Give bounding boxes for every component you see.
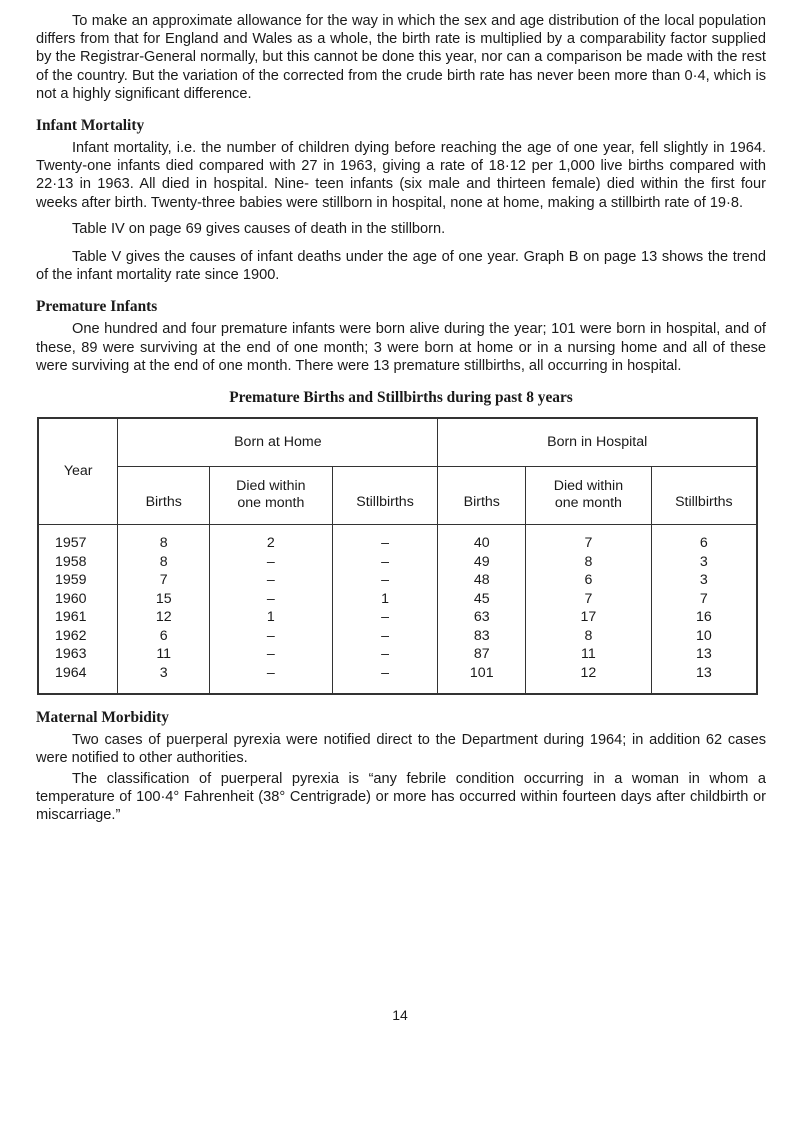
hospital-died-cell: 7 xyxy=(526,524,652,553)
hospital-births-cell: 48 xyxy=(438,572,526,591)
hospital-died-cell: 7 xyxy=(526,590,652,609)
page-content xyxy=(36,12,766,825)
home-died-cell: 1 xyxy=(210,609,333,628)
table-row xyxy=(38,553,757,572)
table-row xyxy=(38,572,757,591)
premature-births-table xyxy=(37,417,758,695)
home-died-cell: – xyxy=(210,590,333,609)
year-cell: 1957 xyxy=(38,524,118,553)
table-row xyxy=(38,664,757,694)
hospital-stillbirths-cell: 3 xyxy=(651,553,757,572)
hospital-stillbirths-header: Stillbirths xyxy=(651,466,757,524)
home-births-cell: 11 xyxy=(118,646,210,665)
hospital-died-cell: 11 xyxy=(526,646,652,665)
maternal-morbidity-para-2: The classification of puerperal pyrexia is “any febrile condition occurring in a woman in whom a temperature of 100·4° Fahrenheit (38° Centrigrade) or more has occurred within fourteen days after childbirth or miscarriage.” xyxy=(36,770,766,824)
hospital-stillbirths-cell: 16 xyxy=(651,609,757,628)
home-died-cell: – xyxy=(210,627,333,646)
year-cell: 1963 xyxy=(38,646,118,665)
hospital-stillbirths-cell: 10 xyxy=(651,627,757,646)
table-row xyxy=(38,524,757,553)
home-died-cell: – xyxy=(210,664,333,694)
home-stillbirths-cell: – xyxy=(332,553,438,572)
hospital-died-cell: 8 xyxy=(526,553,652,572)
year-cell: 1958 xyxy=(38,553,118,572)
infant-mortality-para-3: Table V gives the causes of infant deaths under the age of one year. Graph B on page 13 shows the trend of the infant mortality rate since 1900. xyxy=(36,249,766,284)
home-births-cell: 3 xyxy=(118,664,210,694)
year-header: Year xyxy=(38,418,118,524)
table-row xyxy=(38,590,757,609)
hospital-stillbirths-cell: 13 xyxy=(651,646,757,665)
infant-mortality-para-2: Table IV on page 69 gives causes of death in the stillborn. xyxy=(72,220,446,237)
home-births-cell: 8 xyxy=(118,553,210,572)
home-births-cell: 8 xyxy=(118,524,210,553)
hospital-births-cell: 63 xyxy=(438,609,526,628)
hospital-stillbirths-cell: 13 xyxy=(651,664,757,694)
home-stillbirths-header: Stillbirths xyxy=(332,466,438,524)
table-row xyxy=(38,609,757,628)
premature-infants-para-1: One hundred and four premature infants were born alive during the year; 101 were born in hospital, and of these, 89 were surviving at the end of one month; 3 were born at home or in a nursing home and all of these were surviving at the end of one month. There were 13 premature stillbirths, all occurring in hospital. xyxy=(36,321,766,374)
home-births-header: Births xyxy=(118,466,210,524)
premature-infants-heading: Premature Infants xyxy=(36,298,158,316)
hospital-stillbirths-cell: 3 xyxy=(651,572,757,591)
home-stillbirths-cell: – xyxy=(332,524,438,553)
born-in-hospital-header: Born in Hospital xyxy=(438,418,757,466)
year-cell: 1961 xyxy=(38,609,118,628)
hospital-died-cell: 6 xyxy=(526,572,652,591)
home-stillbirths-cell: – xyxy=(332,646,438,665)
table-row xyxy=(38,646,757,665)
home-died-cell: – xyxy=(210,646,333,665)
hospital-died-cell: 17 xyxy=(526,609,652,628)
maternal-morbidity-para-1: Two cases of puerperal pyrexia were notified direct to the Department during 1964; in addition 62 cases were notified to other authorities. xyxy=(36,731,766,766)
home-births-cell: 12 xyxy=(118,609,210,628)
hospital-births-cell: 87 xyxy=(438,646,526,665)
hospital-births-cell: 45 xyxy=(438,590,526,609)
table-title: Premature Births and Stillbirths during past 8 years xyxy=(229,389,573,407)
home-died-cell: 2 xyxy=(210,524,333,553)
hospital-births-cell: 101 xyxy=(438,664,526,694)
table-row xyxy=(38,627,757,646)
hospital-stillbirths-cell: 7 xyxy=(651,590,757,609)
hospital-died-cell: 8 xyxy=(526,627,652,646)
year-cell: 1960 xyxy=(38,590,118,609)
home-stillbirths-cell: – xyxy=(332,572,438,591)
home-births-cell: 15 xyxy=(118,590,210,609)
year-cell: 1959 xyxy=(38,572,118,591)
maternal-morbidity-heading: Maternal Morbidity xyxy=(36,708,169,726)
hospital-births-header: Births xyxy=(438,466,526,524)
born-at-home-header: Born at Home xyxy=(118,418,438,466)
infant-mortality-heading: Infant Mortality xyxy=(36,117,145,135)
hospital-died-cell: 12 xyxy=(526,664,652,694)
home-died-header: Died within one month xyxy=(210,466,333,524)
home-stillbirths-cell: – xyxy=(332,664,438,694)
hospital-died-header: Died within one month xyxy=(526,466,652,524)
hospital-births-cell: 40 xyxy=(438,524,526,553)
hospital-stillbirths-cell: 6 xyxy=(651,524,757,553)
intro-paragraph: To make an approximate allowance for the way in which the sex and age distribution of the local population differs from that for England and Wales as a whole, the birth rate is multiplied by a comparability factor supplied by the Registrar-General normally, but this cannot be done this year, nor can a comparison be made with the rest of the country. But the variation of the corrected from the crude birth rate has never been more than 0·4, which is not a highly significant difference. xyxy=(36,13,766,102)
home-stillbirths-cell: 1 xyxy=(332,590,438,609)
page-number: 14 xyxy=(392,1007,408,1023)
hospital-births-cell: 49 xyxy=(438,553,526,572)
home-died-cell: – xyxy=(210,553,333,572)
year-cell: 1962 xyxy=(38,627,118,646)
home-stillbirths-cell: – xyxy=(332,609,438,628)
year-cell: 1964 xyxy=(38,664,118,694)
home-stillbirths-cell: – xyxy=(332,627,438,646)
home-births-cell: 6 xyxy=(118,627,210,646)
home-births-cell: 7 xyxy=(118,572,210,591)
table-body xyxy=(38,524,757,694)
hospital-births-cell: 83 xyxy=(438,627,526,646)
home-died-cell: – xyxy=(210,572,333,591)
infant-mortality-para-1: Infant mortality, i.e. the number of children dying before reaching the age of one year, fell slightly in 1964. Twenty-one infants died compared with 27 in 1963, giving a rate of 18·12 per 1,000 live births compared with 22·13 in 1963. All died in hospital. Nine- teen infants (six male and thirteen female) died within the first four weeks after birth. Twenty-three babies were stillborn in hospital, none at home, making a stillbirth rate of 19·8. xyxy=(36,140,766,211)
